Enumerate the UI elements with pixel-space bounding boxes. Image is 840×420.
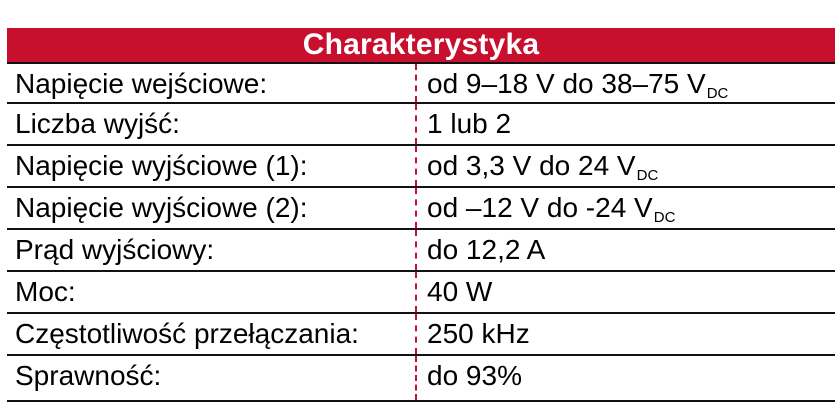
table-row: [7, 272, 835, 314]
spec-label: Sprawność:: [15, 360, 162, 391]
spec-rows: [7, 62, 835, 400]
spec-value-text: od 3,3 V do 24 V: [427, 150, 636, 181]
spec-value-subscript: DC: [706, 85, 729, 102]
spec-value: [415, 356, 835, 400]
spec-label: Częstotliwość przełączania:: [15, 318, 359, 349]
table-title: Charakterystyka: [7, 28, 835, 62]
table-row: [7, 188, 835, 230]
spec-value-text: 1 lub 2: [427, 108, 512, 139]
spec-value: [415, 188, 835, 228]
table-row: [7, 230, 835, 272]
spec-value-text: 250 kHz: [427, 318, 530, 349]
spec-value-text: od –12 V do -24 V: [427, 192, 653, 223]
table-row: [7, 104, 835, 146]
spec-value: [415, 230, 835, 270]
spec-label: Moc:: [15, 276, 76, 307]
spec-label: Napięcie wyjściowe (2):: [15, 192, 308, 223]
spec-value-text: do 93%: [427, 360, 522, 391]
spec-label: Napięcie wejściowe:: [15, 68, 268, 99]
table-row: [7, 314, 835, 356]
spec-label: Prąd wyjściowy:: [15, 234, 215, 265]
spec-value: [415, 314, 835, 354]
spec-table: [7, 28, 835, 402]
spec-value: [415, 146, 835, 186]
spec-value-text: 40 W: [427, 276, 493, 307]
spec-value-subscript: DC: [653, 209, 676, 226]
spec-label: Napięcie wyjściowe (1):: [15, 150, 308, 181]
spec-value: [415, 272, 835, 312]
table-row: [7, 62, 835, 104]
spec-value: [415, 64, 835, 102]
spec-value-subscript: DC: [636, 167, 659, 184]
table-row: [7, 146, 835, 188]
table-row: [7, 356, 835, 400]
spec-value-text: od 9–18 V do 38–75 V: [427, 68, 706, 99]
spec-value-text: do 12,2 A: [427, 234, 546, 265]
spec-value: [415, 104, 835, 144]
spec-label: Liczba wyjść:: [15, 108, 180, 139]
